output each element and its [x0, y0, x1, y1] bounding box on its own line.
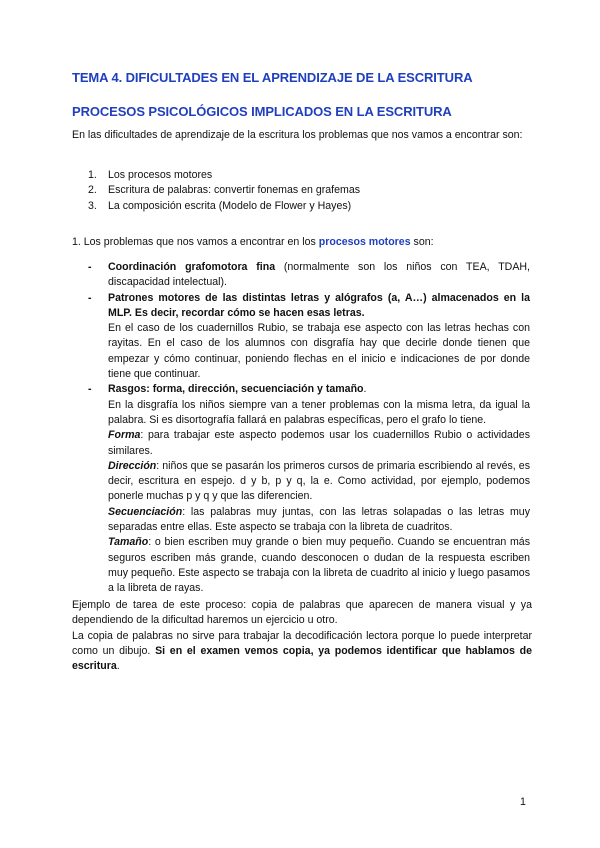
secuenciacion-label: Secuenciación [108, 505, 183, 518]
bullet-heading: Coordinación grafomotora fina [108, 261, 276, 273]
forma-text: : para trabajar este aspecto podemos usar los cuadernillos Rubio o actividades similares. [108, 429, 530, 457]
list-text: Los procesos motores [108, 169, 213, 181]
list-number: 3. [88, 199, 97, 212]
closing-bold: Si en el examen vemos copia, ya podemos identificar que hablamos de escritura [72, 644, 532, 673]
list-number: 2. [88, 184, 97, 197]
closing-section [72, 598, 532, 674]
list-text: La composición escrita (Modelo de Flower y Hayes) [108, 199, 352, 212]
page-title: TEMA 4. DIFICULTADES EN EL APRENDIZAJE DE LA ESCRITURA [72, 70, 473, 85]
intro-paragraph: En las dificultades de aprendizaje de la escritura los problemas que nos vamos a encontrar son: [72, 129, 523, 141]
section-heading: PROCESOS PSICOLÓGICOS IMPLICADOS EN LA ESCRITURA [72, 104, 452, 119]
list-number: 1. [88, 169, 97, 181]
bullet-item [88, 382, 530, 596]
motor-problems-list [88, 260, 530, 597]
bullet-heading: Patrones motores de las distintas letras y alógrafos (a, A…) almacenados en la MLP. Es decir, recordar cómo se hacen esas letras. [108, 291, 530, 319]
bullet-dash: - [88, 291, 92, 304]
bullet-paragraph: En la disgrafía los niños siempre van a tener problemas con la misma letra, da igual la palabra. Si es disortografía fallará en palabras específicas, pero el grafo lo tiene. [108, 398, 530, 426]
direccion-paragraph [108, 459, 530, 505]
lead-text-end: son: [410, 236, 434, 248]
list-item [88, 168, 528, 183]
forma-label: Forma [108, 429, 141, 442]
bullet-dash: - [88, 261, 92, 273]
bullet-text: (normalmente son los niños con TEA, TDAH, discapacidad intelectual). [108, 261, 530, 289]
bullet-item [88, 291, 530, 383]
bullet-heading: Rasgos: forma, dirección, secuenciación y tamaño [108, 383, 364, 396]
bullet-item [88, 260, 530, 291]
bullet-heading-end: . [363, 383, 367, 396]
direccion-label: Dirección [108, 459, 157, 472]
tamano-text: : o bien escriben muy grande o bien muy pequeño. Cuando se encuentran más seguros escriben más grande, cuando desconocen o dudan de la respuesta escriben muy pequeño. Este aspecto se trabaja con la libreta de cuadrito al inicio y luego pasamos a la libreta de rayas. [108, 536, 530, 595]
motor-processes-lead [72, 235, 532, 250]
list-item [88, 183, 528, 198]
forma-paragraph [108, 428, 530, 459]
closing-text: La copia de palabras no sirve para trabajar la decodificación lectora porque lo puede interpretar como un dibujo. [72, 629, 532, 657]
closing-end: . [116, 660, 120, 673]
closing-paragraph: Ejemplo de tarea de este proceso: copia de palabras que aparecen de manera visual y ya dependiendo de la dificultad haremos un ejercicio u otro. [72, 599, 532, 627]
bullet-paragraph: En el caso de los cuadernillos Rubio, se trabaja ese aspecto con las letras hechas con rayitas. En el caso de los alumnos con disgrafía hay que decirle donde tienen que empezar y cómo continuar, poniendo flechas en el inicio e indicaciones de por donde tiene que continuar. [108, 322, 530, 381]
lead-highlight: procesos motores [318, 236, 411, 248]
list-item [88, 199, 528, 214]
secuenciacion-paragraph [108, 505, 530, 536]
direccion-text: : niños que se pasarán los primeros cursos de primaria escribiendo al revés, es decir, escritura en espejo. d y b, p y q, la e. Como actividad, por ejemplo, podemos ponerle muchas p y q y que las diferencien. [108, 459, 530, 503]
page-number: 1 [520, 796, 526, 808]
list-text: Escritura de palabras: convertir fonemas en grafemas [108, 184, 361, 197]
closing-paragraph [72, 629, 532, 675]
lead-text: 1. Los problemas que nos vamos a encontrar en los [72, 236, 319, 248]
bullet-dash: - [88, 383, 92, 396]
tamano-paragraph [108, 535, 530, 596]
secuenciacion-text: : las palabras muy juntas, con las letras solapadas o las letras muy separadas entre ellas. Este aspecto se trabaja con la libreta de cuadritos. [108, 505, 530, 534]
numbered-list [88, 168, 528, 214]
tamano-label: Tamaño [108, 536, 149, 549]
